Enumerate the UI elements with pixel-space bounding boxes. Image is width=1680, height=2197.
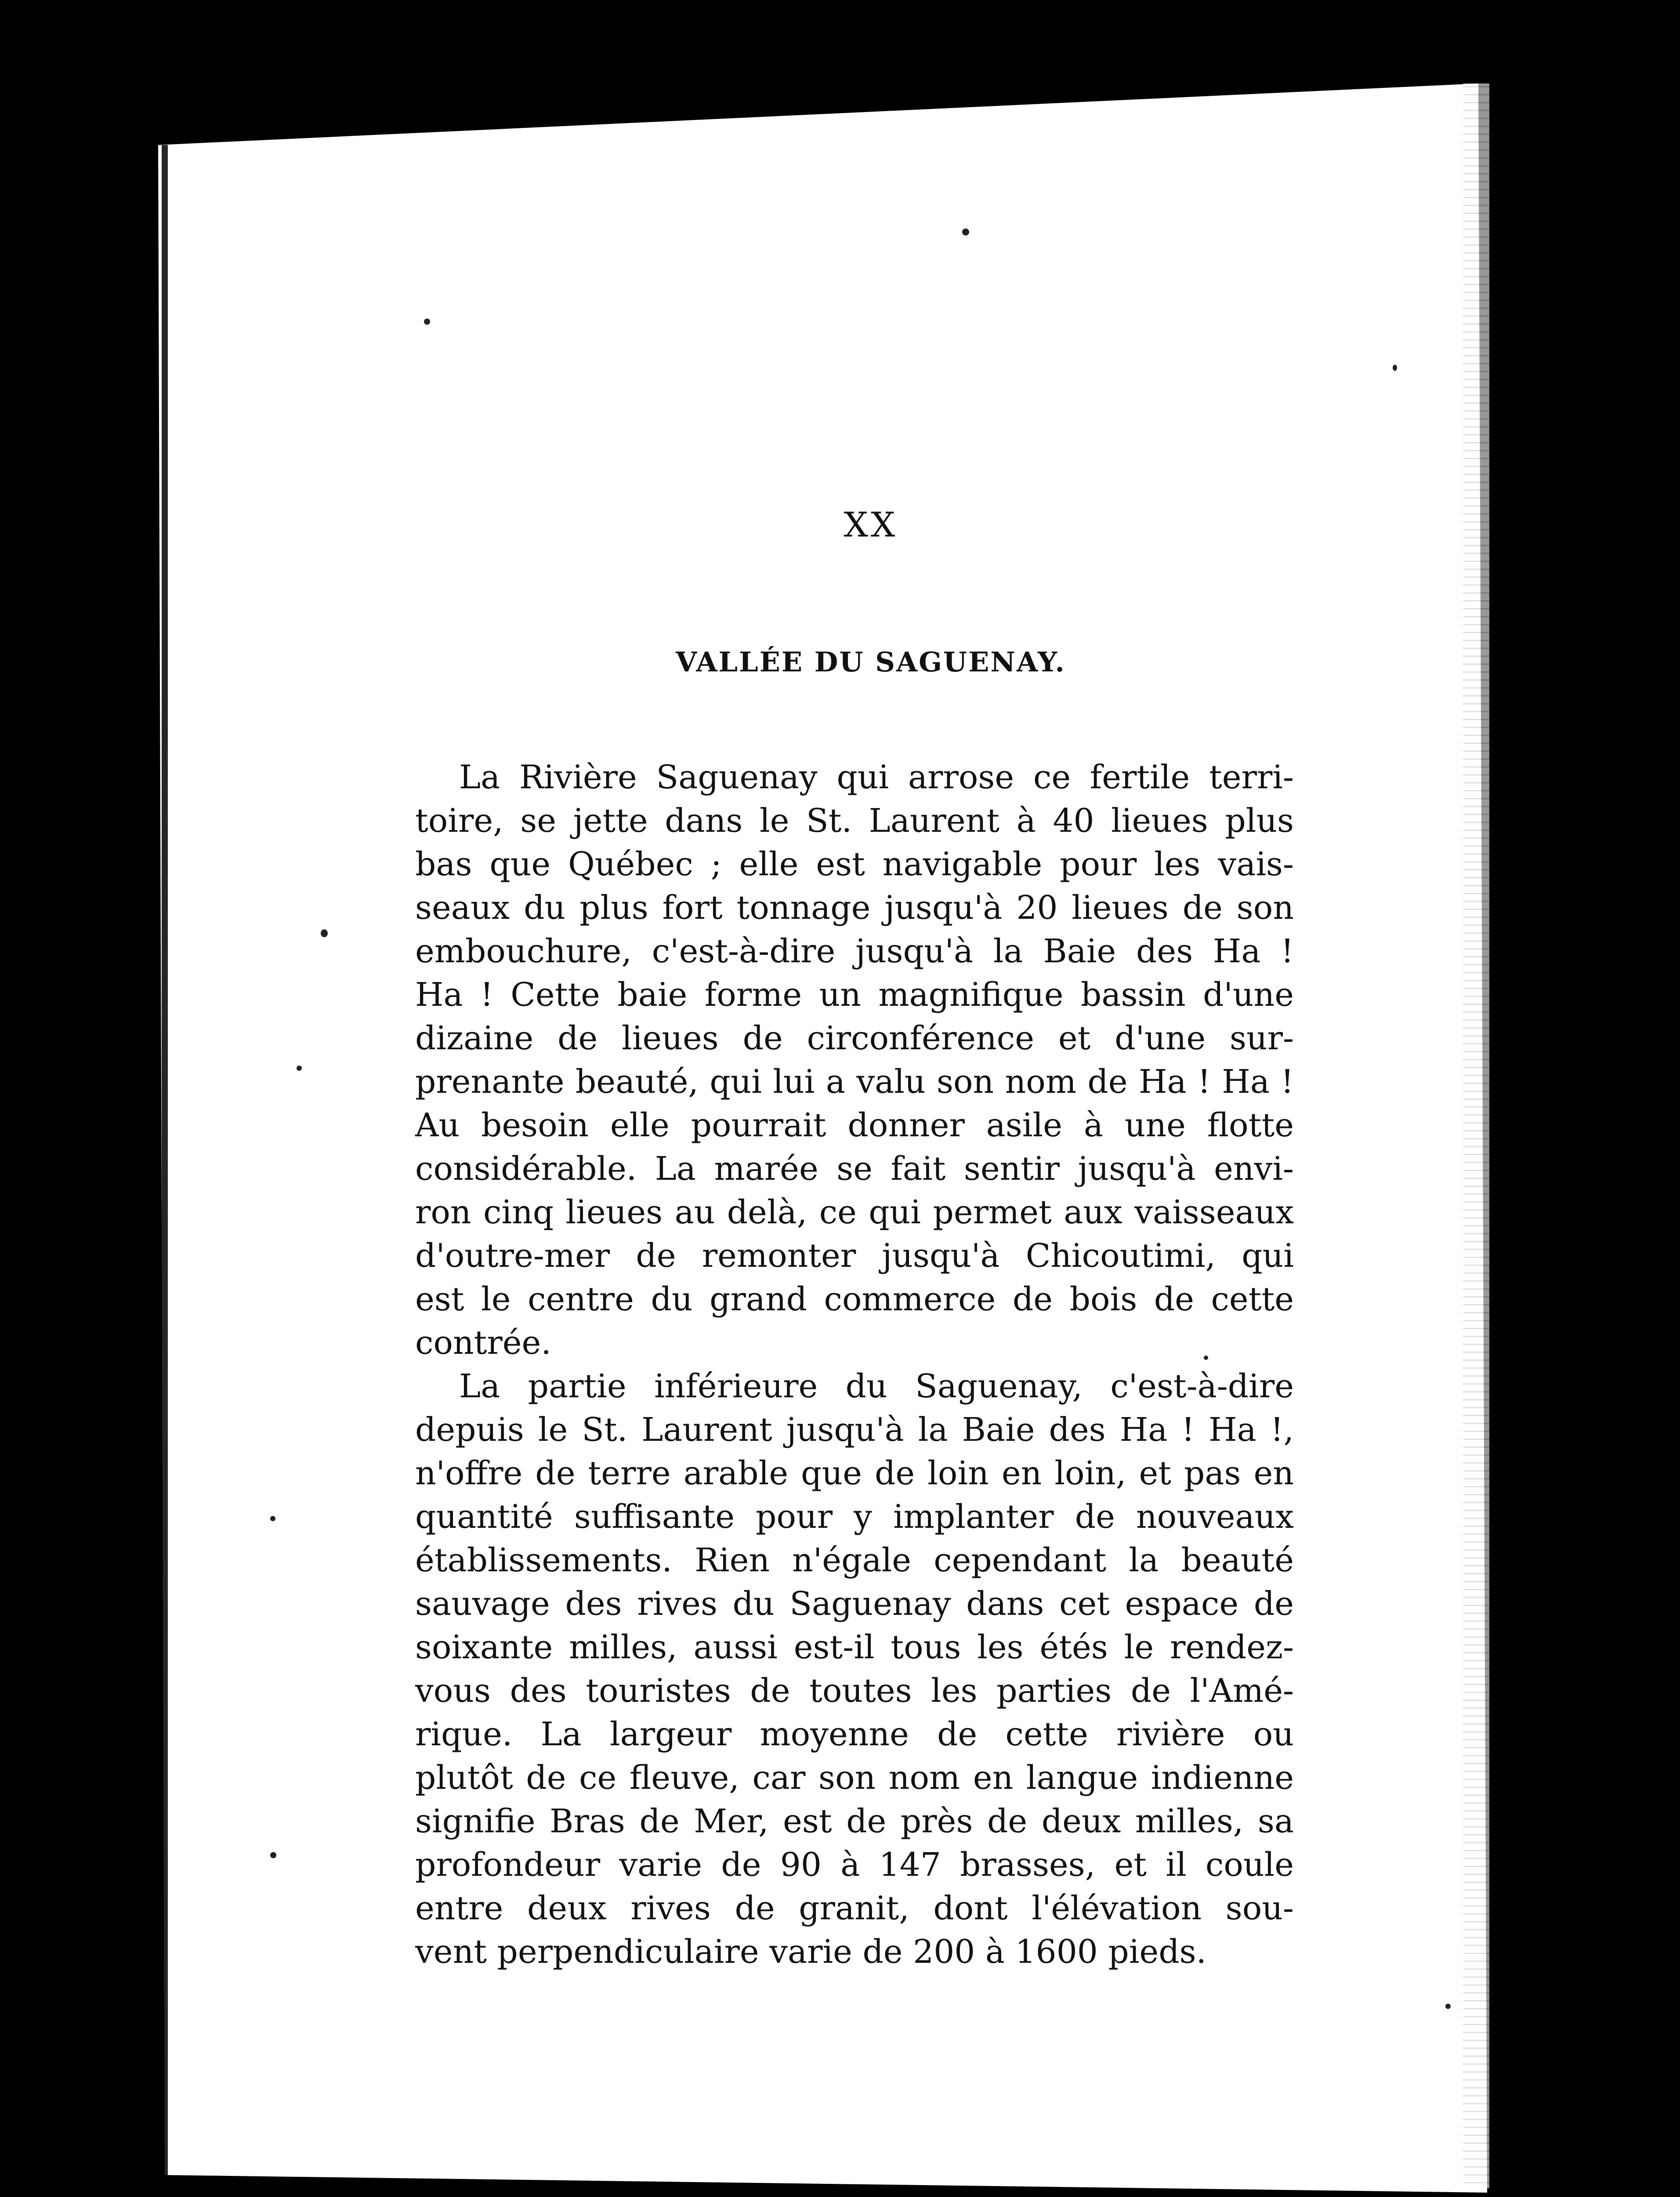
body-text (415, 756, 1294, 1974)
text-line: contrée. (415, 1324, 551, 1362)
text-line: La Rivière Saguenay qui arrose ce fertile terri- (459, 758, 1294, 796)
ink-speck (1445, 2004, 1451, 2009)
page-binding-edge (162, 145, 168, 2175)
text-line: sauvage des rives du Saguenay dans cet espace de (415, 1585, 1294, 1623)
text-line: vous des touristes de toutes les parties de l'Amé- (415, 1672, 1294, 1710)
ink-speck (424, 319, 430, 325)
text-line: d'outre-mer de remonter jusqu'à Chicoutimi, qui (415, 1237, 1294, 1275)
text-line: Au besoin elle pourrait donner asile à une flotte (415, 1106, 1294, 1144)
ink-speck (270, 1516, 275, 1521)
text-line: La partie inférieure du Saguenay, c'est-à-dire (459, 1367, 1294, 1405)
text-line: signifie Bras de Mer, est de près de deux milles, sa (415, 1802, 1294, 1840)
ink-speck (297, 1066, 302, 1071)
text-line: entre deux rives de granit, dont l'élévation sou- (415, 1889, 1294, 1927)
text-line: bas que Québec ; elle est navigable pour les vais- (415, 845, 1294, 883)
text-line: soixante milles, aussi est-il tous les étés le rendez- (415, 1628, 1294, 1666)
text-line: établissements. Rien n'égale cependant la beauté (415, 1541, 1294, 1579)
text-line: depuis le St. Laurent jusqu'à la Baie des Ha ! Ha !, (415, 1411, 1294, 1449)
text-line: ron cinq lieues au delà, ce qui permet aux vaisseaux (415, 1193, 1294, 1231)
text-line: plutôt de ce fleuve, car son nom en langue indienne (415, 1759, 1294, 1797)
chapter-number: XX (844, 505, 898, 545)
ink-speck (321, 929, 328, 937)
text-line: seaux du plus fort tonnage jusqu'à 20 lieues de son (415, 889, 1294, 927)
text-line: toire, se jette dans le St. Laurent à 40 lieues plus (415, 802, 1294, 840)
text-line: embouchure, c'est-à-dire jusqu'à la Baie des Ha ! (415, 932, 1294, 970)
text-line: dizaine de lieues de circonférence et d'une sur- (415, 1019, 1294, 1057)
section-title: VALLÉE DU SAGUENAY. (676, 646, 1066, 678)
ink-speck (270, 1852, 276, 1858)
text-line: rique. La largeur moyenne de cette rivière ou (415, 1715, 1294, 1753)
ink-speck (962, 228, 969, 236)
text-line: considérable. La marée se fait sentir jusqu'à envi- (415, 1150, 1294, 1188)
text-line: prenante beauté, qui lui a valu son nom de Ha ! Ha ! (415, 1063, 1294, 1101)
text-line: Ha ! Cette baie forme un magnifique bassin d'une (415, 976, 1294, 1014)
text-line: quantité suffisante pour y implanter de nouveaux (415, 1498, 1294, 1536)
text-line: n'offre de terre arable que de loin en loin, et pas en (415, 1454, 1294, 1492)
ink-speck (1393, 365, 1397, 371)
text-line: vent perpendiculaire varie de 200 à 1600 pieds. (415, 1933, 1207, 1971)
text-line: profondeur varie de 90 à 147 brasses, et il coule (415, 1846, 1294, 1884)
page-right-edge (1463, 83, 1489, 2188)
text-line: est le centre du grand commerce de bois de cette (415, 1280, 1294, 1318)
